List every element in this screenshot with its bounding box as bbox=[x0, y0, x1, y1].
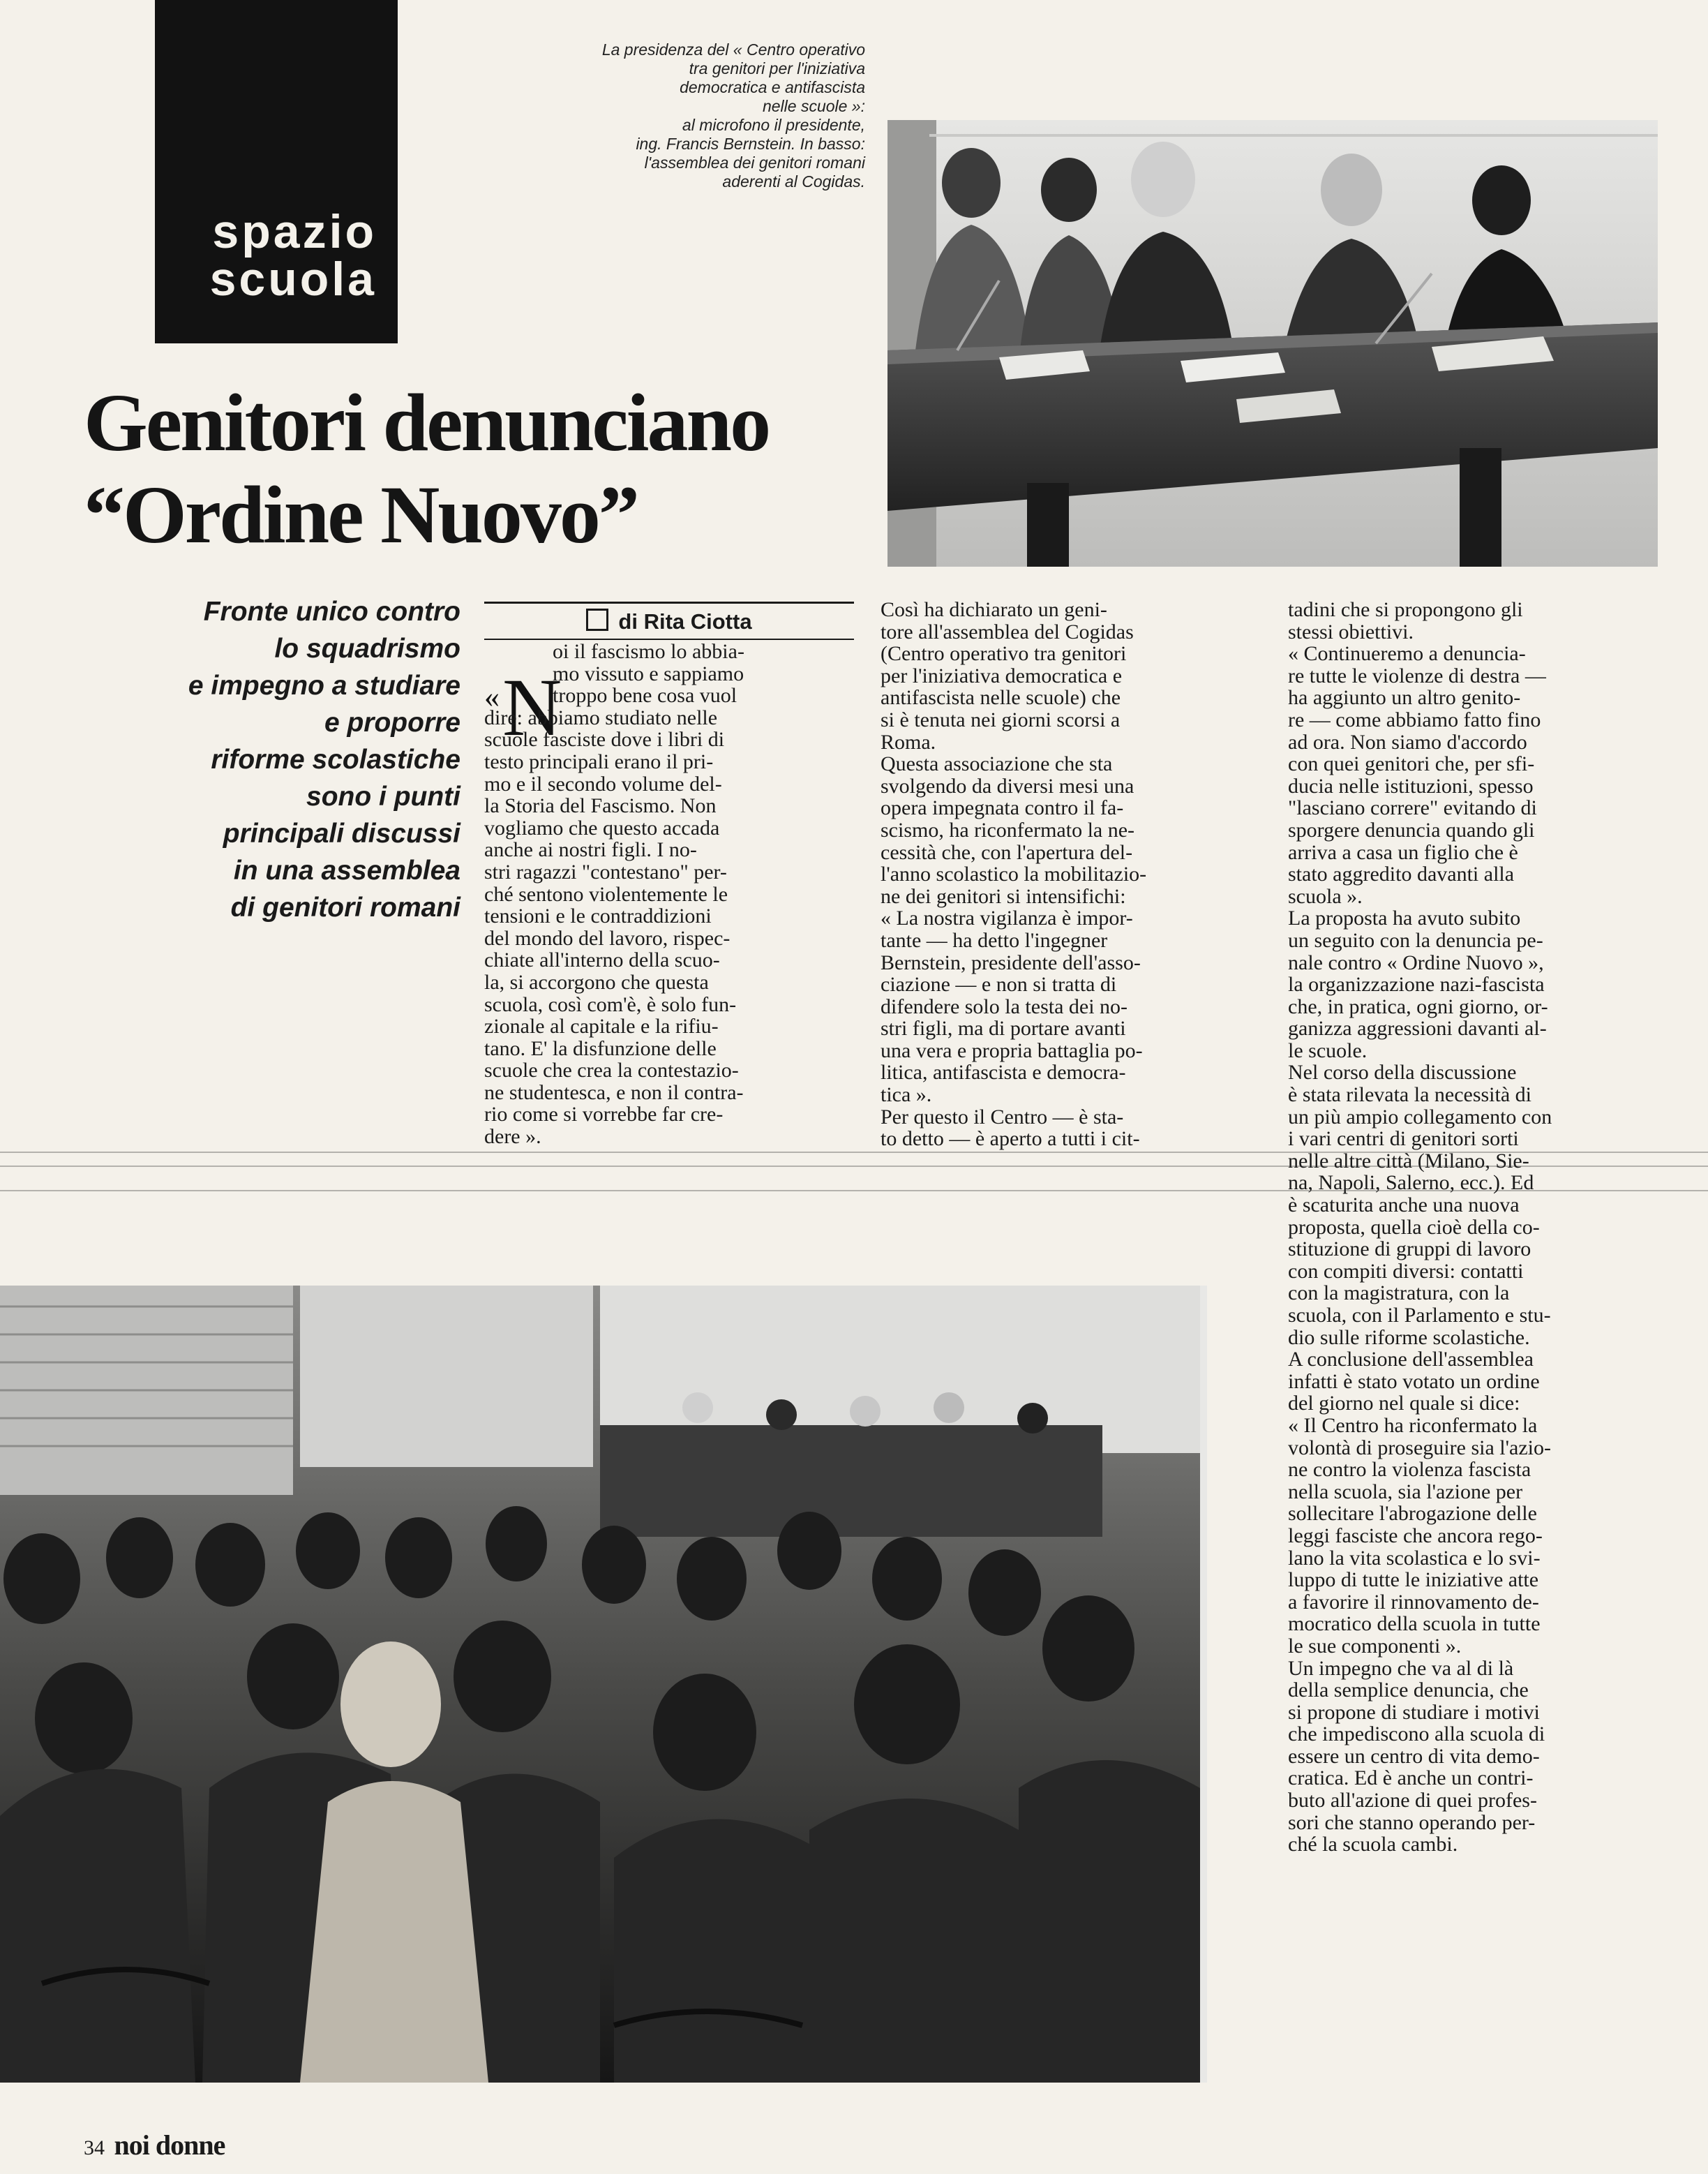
scan-line bbox=[0, 1152, 1708, 1153]
text-line: le sue componenti ». bbox=[1288, 1634, 1462, 1658]
text-line: le scuole. bbox=[1288, 1038, 1368, 1062]
text-line: "lasciano correre" evitando di bbox=[1288, 796, 1537, 820]
text-line: Per questo il Centro — è sta- bbox=[881, 1105, 1124, 1129]
text-line: opera impegnata contro il fa- bbox=[881, 796, 1124, 820]
byline-author: di Rita Ciotta bbox=[618, 609, 752, 634]
caption-line: tra genitori per l'iniziativa bbox=[689, 59, 865, 77]
caption-line: nelle scuole »: bbox=[762, 97, 865, 115]
text-line: della semplice denuncia, che bbox=[1288, 1678, 1529, 1702]
text-line: proposta, quella cioè della co- bbox=[1288, 1215, 1540, 1239]
text-line: con quei genitori che, per sfi- bbox=[1288, 752, 1535, 776]
article-column-3 bbox=[1288, 599, 1679, 1856]
text-line: Nel corso della discussione bbox=[1288, 1061, 1517, 1085]
text-line: « Continueremo a denuncia- bbox=[1288, 642, 1526, 666]
section-tag-line: spazio bbox=[212, 205, 377, 258]
text-line: anche ai nostri figli. I no- bbox=[484, 838, 697, 862]
text-line: con compiti diversi: contatti bbox=[1288, 1259, 1524, 1283]
text-line: re — come abbiamo fatto fino bbox=[1288, 708, 1541, 731]
article-column-2 bbox=[881, 599, 1257, 1150]
text-line: ne studentesca, e non il contra- bbox=[484, 1080, 744, 1104]
text-line: Bernstein, presidente dell'asso- bbox=[881, 951, 1141, 974]
caption-line: aderenti al Cogidas. bbox=[722, 172, 865, 191]
magazine-name: noi donne bbox=[114, 2129, 225, 2161]
checkbox-square-icon bbox=[586, 609, 608, 631]
text-line: scuola ». bbox=[1288, 884, 1363, 908]
text-line: Questa associazione che sta bbox=[881, 752, 1113, 776]
text-line: Così ha dichiarato un geni- bbox=[881, 598, 1107, 621]
text-line: che impediscono alla scuola di bbox=[1288, 1722, 1545, 1746]
text-line: scuola, così com'è, è solo fun- bbox=[484, 992, 737, 1016]
text-line: tante — ha detto l'ingegner bbox=[881, 928, 1108, 952]
text-line: un seguito con la denuncia pe- bbox=[1288, 928, 1543, 952]
subheading-line: Fronte unico contro bbox=[203, 597, 460, 627]
drop-cap-quote: « bbox=[484, 680, 500, 714]
page-folio bbox=[84, 2129, 225, 2161]
text-line: a favorire il rinnovamento de- bbox=[1288, 1590, 1539, 1614]
section-tag-line: scuola bbox=[209, 253, 377, 306]
text-line: una vera e propria battaglia po- bbox=[881, 1038, 1143, 1062]
text-line: scuola, con il Parlamento e stu- bbox=[1288, 1304, 1551, 1327]
text-line: tensioni e le contraddizioni bbox=[484, 904, 712, 928]
text-line: sporgere denuncia quando gli bbox=[1288, 818, 1535, 842]
text-line: Roma. bbox=[881, 730, 936, 754]
text-line: del giorno nel quale si dice: bbox=[1288, 1392, 1520, 1415]
byline bbox=[484, 602, 854, 640]
text-line: re tutte le violenze di destra — bbox=[1288, 664, 1546, 687]
text-line: con la magistratura, con la bbox=[1288, 1281, 1510, 1305]
text-line: mocratico della scuola in tutte bbox=[1288, 1612, 1541, 1636]
caption-line: l'assemblea dei genitori romani bbox=[644, 154, 865, 172]
text-line: La proposta ha avuto subito bbox=[1288, 907, 1521, 930]
subheading-line: e proporre bbox=[324, 708, 460, 738]
text-line: oi il fascismo lo abbia- bbox=[553, 640, 744, 663]
text-line: nelle altre città (Milano, Sie- bbox=[1288, 1149, 1529, 1172]
text-line: « Il Centro ha riconfermato la bbox=[1288, 1413, 1538, 1437]
text-line: ne dei genitori si intensifichi: bbox=[881, 884, 1126, 908]
section-tag bbox=[155, 0, 398, 343]
scan-line bbox=[0, 1190, 1708, 1191]
subheading-line: principali discussi bbox=[223, 819, 460, 849]
photo-presidium bbox=[887, 120, 1658, 567]
text-line: si è tenuta nei giorni scorsi a bbox=[881, 708, 1121, 731]
text-line: ché sentono violentemente le bbox=[484, 882, 728, 906]
text-line: è stata rilevata la necessità di bbox=[1288, 1083, 1531, 1107]
text-line: ganizza aggressioni davanti al- bbox=[1288, 1017, 1547, 1041]
text-line: buto all'azione di quei profes- bbox=[1288, 1789, 1537, 1812]
text-line: A conclusione dell'assemblea bbox=[1288, 1348, 1534, 1371]
text-line: ad ora. Non siamo d'accordo bbox=[1288, 730, 1527, 754]
subheading-line: di genitori romani bbox=[230, 893, 460, 923]
text-line: nella scuola, sia l'azione per bbox=[1288, 1480, 1523, 1503]
text-line: testo principali erano il pri- bbox=[484, 750, 714, 773]
subheading-line: lo squadrismo bbox=[274, 634, 460, 664]
text-line: rio come si vorrebbe far cre- bbox=[484, 1103, 724, 1126]
headline-line: Genitori denunciano bbox=[84, 377, 770, 468]
subheading bbox=[56, 593, 460, 926]
text-line: tano. E' la disfunzione delle bbox=[484, 1036, 717, 1060]
text-line: è scaturita anche una nuova bbox=[1288, 1193, 1520, 1217]
text-line: sori che stanno operando per- bbox=[1288, 1810, 1536, 1834]
subheading-line: e impegno a studiare bbox=[188, 671, 460, 701]
text-line: svolgendo da diversi mesi una bbox=[881, 774, 1134, 798]
text-line: stri ragazzi "contestano" per- bbox=[484, 860, 727, 884]
text-line: infatti è stato votato un ordine bbox=[1288, 1369, 1540, 1393]
text-line: difendere solo la testa dei no- bbox=[881, 995, 1128, 1018]
text-line: (Centro operativo tra genitori bbox=[881, 642, 1127, 666]
subheading-line: in una assemblea bbox=[233, 856, 460, 886]
text-line: la, si accorgono che questa bbox=[484, 970, 709, 994]
text-line: un più ampio collegamento con bbox=[1288, 1105, 1552, 1129]
text-line: stessi obiettivi. bbox=[1288, 620, 1414, 643]
subheading-line: riforme scolastiche bbox=[211, 745, 460, 775]
text-line: cessità che, con l'apertura del- bbox=[881, 840, 1133, 864]
text-line: vogliamo che questo accada bbox=[484, 816, 720, 840]
text-line: volontà di proseguire sia l'azio- bbox=[1288, 1436, 1551, 1459]
text-line: « La nostra vigilanza è impor- bbox=[881, 907, 1133, 930]
text-line: essere un centro di vita demo- bbox=[1288, 1744, 1540, 1768]
article-column-1 bbox=[484, 641, 861, 1148]
text-line: dere ». bbox=[484, 1125, 541, 1149]
text-line: troppo bene cosa vuol bbox=[553, 684, 737, 708]
caption-line: al microfono il presidente, bbox=[682, 116, 865, 134]
scan-line bbox=[0, 1166, 1708, 1167]
text-line: tica ». bbox=[881, 1083, 932, 1107]
text-line: scuole fasciste dove i libri di bbox=[484, 728, 725, 752]
text-line: ducia nelle istituzioni, spesso bbox=[1288, 774, 1534, 798]
text-line: che, in pratica, ogni giorno, or- bbox=[1288, 995, 1548, 1018]
text-line: dio sulle riforme scolastiche. bbox=[1288, 1325, 1530, 1349]
photo-assembly bbox=[0, 1286, 1207, 2083]
text-line: luppo di tutte le iniziative atte bbox=[1288, 1568, 1539, 1592]
text-line: ciazione — e non si tratta di bbox=[881, 973, 1117, 997]
text-line: leggi fasciste che ancora rego- bbox=[1288, 1524, 1543, 1547]
text-line: la organizzazione nazi-fascista bbox=[1288, 973, 1545, 997]
caption-line: democratica e antifascista bbox=[680, 78, 865, 96]
text-line: ha aggiunto un altro genito- bbox=[1288, 686, 1521, 710]
text-line: del mondo del lavoro, rispec- bbox=[484, 926, 731, 950]
text-line: antifascista nelle scuole) che bbox=[881, 686, 1121, 710]
text-line: scismo, ha riconfermato la ne- bbox=[881, 818, 1135, 842]
text-line: na, Napoli, Salerno, ecc.). Ed bbox=[1288, 1171, 1534, 1195]
photo-caption bbox=[474, 40, 865, 191]
text-line: la Storia del Fascismo. Non bbox=[484, 794, 717, 818]
text-line: stri figli, ma di portare avanti bbox=[881, 1017, 1126, 1041]
drop-cap-letter: N bbox=[502, 662, 562, 753]
text-line: scuole che crea la contestazio- bbox=[484, 1059, 739, 1082]
text-line: tadini che si propongono gli bbox=[1288, 598, 1523, 621]
subheading-line: sono i punti bbox=[306, 782, 460, 812]
text-line: arriva a casa un figlio che è bbox=[1288, 840, 1518, 864]
text-line: l'anno scolastico la mobilitazio- bbox=[881, 863, 1147, 886]
caption-line: ing. Francis Bernstein. In basso: bbox=[636, 135, 865, 153]
text-line: mo e il secondo volume del- bbox=[484, 772, 722, 796]
text-line: chiate all'interno della scuo- bbox=[484, 948, 720, 972]
text-line: lano la vita scolastica e lo svi- bbox=[1288, 1546, 1541, 1570]
text-line: sollecitare l'abrogazione delle bbox=[1288, 1502, 1537, 1526]
text-line: zionale al capitale e la rifiu- bbox=[484, 1015, 719, 1038]
text-line: to detto — è aperto a tutti i cit- bbox=[881, 1127, 1140, 1151]
text-line: dire: abbiamo studiato nelle bbox=[484, 706, 718, 729]
text-line: i vari centri di genitori sorti bbox=[1288, 1127, 1519, 1151]
text-line: stato aggredito davanti alla bbox=[1288, 863, 1515, 886]
headline-line: “Ordine Nuovo” bbox=[84, 469, 638, 560]
text-line: ché la scuola cambi. bbox=[1288, 1833, 1458, 1856]
page-number: 34 bbox=[84, 2136, 105, 2159]
text-line: ne contro la violenza fascista bbox=[1288, 1458, 1531, 1482]
text-line: Un impegno che va al di là bbox=[1288, 1656, 1514, 1680]
headline bbox=[84, 377, 886, 561]
text-line: mo vissuto e sappiamo bbox=[553, 662, 744, 685]
caption-line: La presidenza del « Centro operativo bbox=[601, 40, 865, 59]
text-line: per l'iniziativa democratica e bbox=[881, 664, 1123, 687]
text-line: litica, antifascista e democra- bbox=[881, 1061, 1126, 1085]
text-line: tore all'assemblea del Cogidas bbox=[881, 620, 1134, 643]
text-line: stituzione di gruppi di lavoro bbox=[1288, 1237, 1531, 1261]
text-line: si propone di studiare i motivi bbox=[1288, 1700, 1540, 1724]
text-line: nale contro « Ordine Nuovo », bbox=[1288, 951, 1544, 974]
text-line: cratica. Ed è anche un contri- bbox=[1288, 1766, 1534, 1790]
